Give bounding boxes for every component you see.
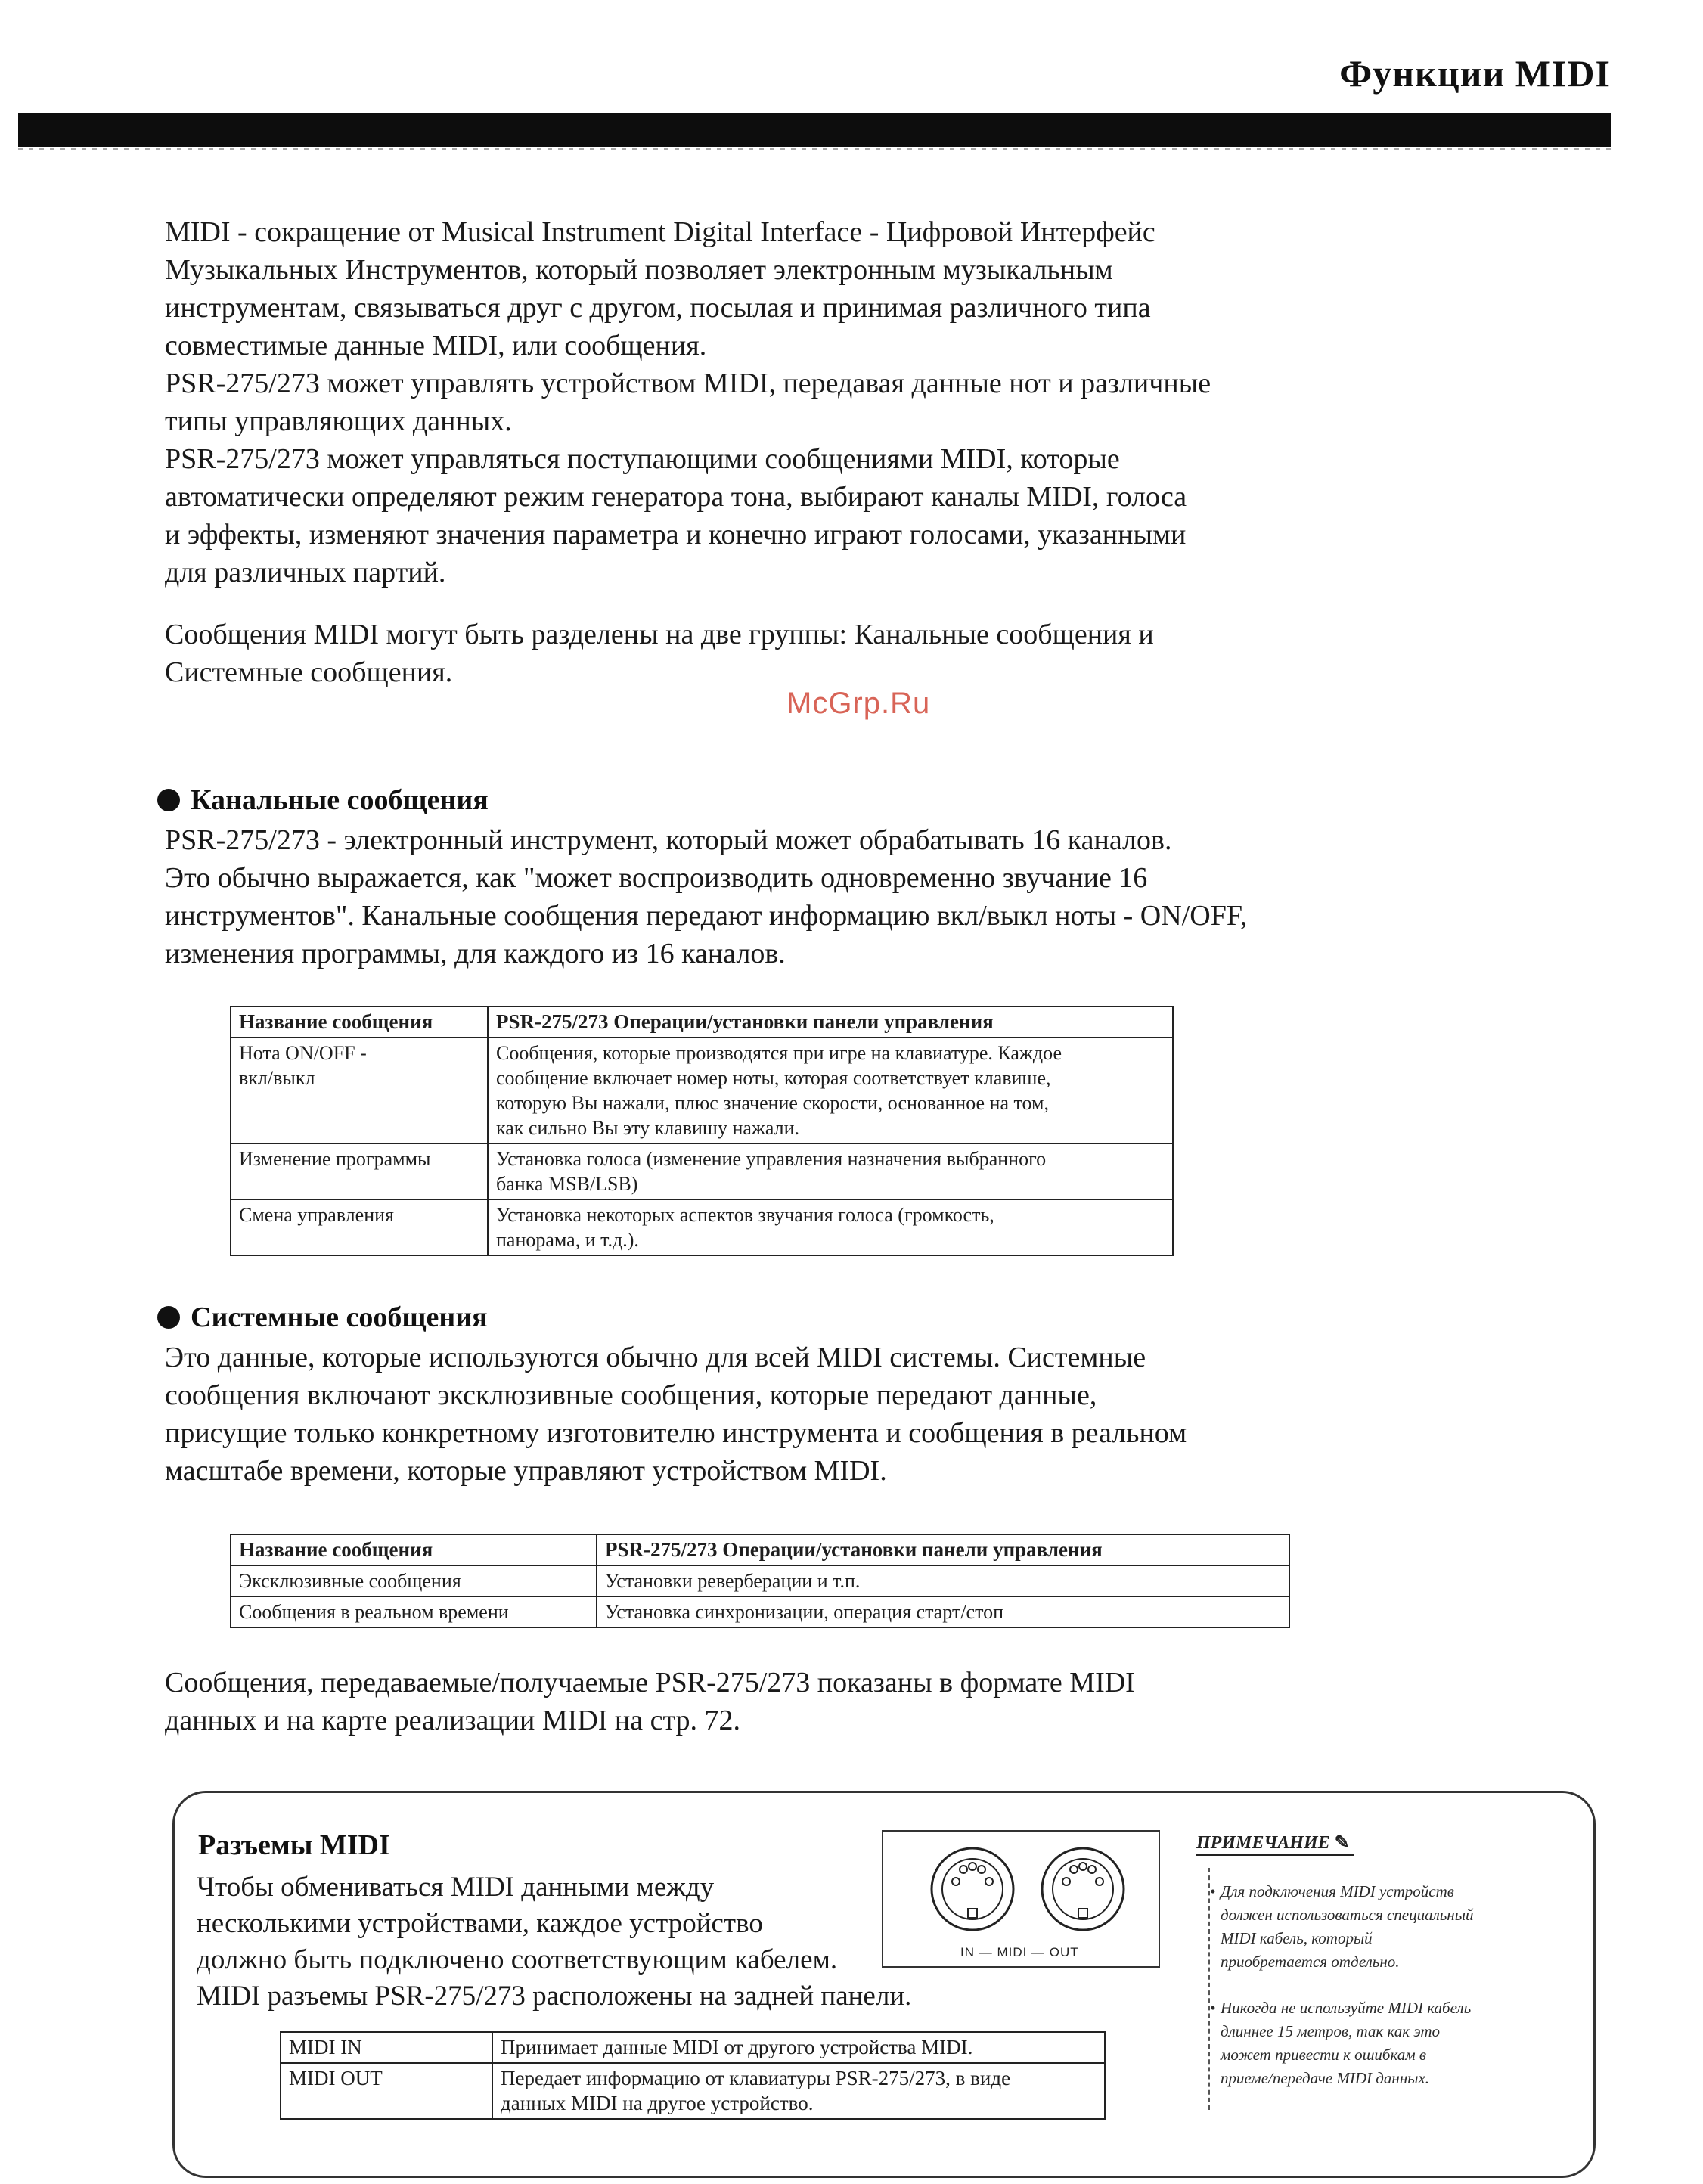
text-line: PSR-275/273 - электронный инструмент, который может обрабатывать 16 каналов. xyxy=(165,824,1172,856)
midi-connectors-title: Разъемы MIDI xyxy=(198,1829,390,1861)
text-line: Музыкальных Инструментов, который позволяет электронным музыкальным xyxy=(165,254,1113,286)
message-name: Смена управления xyxy=(231,1199,488,1255)
text-line: PSR-275/273 может управлять устройством MIDI, передавая данные нот и различные xyxy=(165,368,1211,399)
bullet-icon: • xyxy=(1210,1882,1216,1900)
text-line: MIDI разъемы PSR-275/273 расположены на задней панели. xyxy=(197,1981,912,2012)
text-line: масштабе времени, которые управляют устройством MIDI. xyxy=(165,1455,887,1487)
table-header: Название сообщения xyxy=(231,1007,488,1038)
system-messages-table xyxy=(230,1534,1290,1628)
note-heading: ПРИМЕЧАНИЕ ✎ xyxy=(1196,1832,1354,1856)
table-header: Название сообщения xyxy=(231,1534,597,1565)
bullet-icon: • xyxy=(1210,1999,1216,2017)
text-line: PSR-275/273 может управляться поступающими сообщениями MIDI, которые xyxy=(165,443,1120,475)
text-line: для различных партий. xyxy=(165,557,446,588)
table-header-row xyxy=(231,1534,1289,1565)
header-bar-shadow xyxy=(18,148,1611,150)
message-description: Сообщения, которые производятся при игре на клавиатуре. Каждое сообщение включает номер ноты, которая соответствует клавише, которую Вы нажали, плюс значение скорости, основанное на том, как сильно Вы эту клавишу нажали. xyxy=(488,1038,1173,1143)
system-messages-heading xyxy=(157,1301,488,1334)
text-line: автоматически определяют режим генератора тона, выбирают каналы MIDI, голоса xyxy=(165,481,1187,513)
text-line: должно быть подключено соответствующим кабелем. xyxy=(197,1944,838,1975)
watermark: McGrp.Ru xyxy=(786,687,931,720)
pencil-icon: ✎ xyxy=(1334,1833,1350,1853)
port-description: Передает информацию от клавиатуры PSR-275/273, в виде данных MIDI на другое устройство. xyxy=(492,2063,1105,2119)
port-name: MIDI OUT xyxy=(281,2063,492,2119)
note-divider xyxy=(1208,1868,1211,2110)
midi-connector-label: IN — MIDI — OUT xyxy=(960,1945,1079,1959)
text-line: несколькими устройствами, каждое устройство xyxy=(197,1908,763,1939)
midi-connectors-paragraph xyxy=(197,1869,998,2015)
table-row xyxy=(231,1038,1173,1143)
table-row xyxy=(281,2032,1105,2063)
text-line: данных и на карте реализации MIDI на стр. 72. xyxy=(165,1705,741,1736)
heading-text: Канальные сообщения xyxy=(191,784,489,816)
text-line: Чтобы обмениваться MIDI данными между xyxy=(197,1872,715,1903)
text-line: изменения программы, для каждого из 16 каналов. xyxy=(165,938,786,969)
message-name: Эксклюзивные сообщения xyxy=(231,1565,597,1596)
table-header: PSR-275/273 Операции/установки панели управления xyxy=(488,1007,1173,1038)
port-description: Принимает данные MIDI от другого устройства MIDI. xyxy=(492,2032,1105,2063)
message-description: Установка некоторых аспектов звучания голоса (громкость, панорама, и т.д.). xyxy=(488,1199,1173,1255)
midi-ports-table xyxy=(280,2031,1106,2120)
text-line: типы управляющих данных. xyxy=(165,405,512,437)
channel-messages-heading xyxy=(157,783,489,817)
note-item: • Для подключения MIDI устройств должен использоваться специальный MIDI кабель, который приобретается отдельно. xyxy=(1221,1880,1584,1974)
text-line: MIDI - сокращение от Musical Instrument Digital Interface - Цифровой Интерфейс xyxy=(165,216,1155,248)
port-name: MIDI IN xyxy=(281,2032,492,2063)
message-name: Сообщения в реальном времени xyxy=(231,1596,597,1627)
heading-text: Системные сообщения xyxy=(191,1301,488,1333)
text-line: Системные сообщения. xyxy=(165,656,453,688)
channel-messages-table xyxy=(230,1006,1174,1256)
table-row xyxy=(231,1199,1173,1255)
message-name: Нота ON/OFF - вкл/выкл xyxy=(231,1038,488,1143)
note-item: • Никогда не используйте MIDI кабель длиннее 15 метров, так как это может привести к ошибкам в приеме/передаче MIDI данных. xyxy=(1221,1996,1584,2090)
reference-paragraph xyxy=(165,1664,1405,1739)
channel-paragraph xyxy=(165,821,1405,973)
system-paragraph xyxy=(165,1339,1405,1490)
intro-paragraph xyxy=(165,213,1405,591)
text-line: Сообщения, передаваемые/получаемые PSR-275/273 показаны в формате MIDI xyxy=(165,1667,1135,1698)
message-description: Установки реверберации и т.п. xyxy=(597,1565,1289,1596)
text-line: инструментам, связываться друг с другом, посылая и принимая различного типа xyxy=(165,292,1151,324)
text-line: Это обычно выражается, как "может воспроизводить одновременно звучание 16 xyxy=(165,862,1148,894)
page-title: Функции MIDI xyxy=(1339,52,1611,95)
midi-in-socket-icon xyxy=(932,1848,1013,1930)
groups-paragraph xyxy=(165,616,1405,691)
table-row xyxy=(281,2063,1105,2119)
text-line: и эффекты, изменяют значения параметра и конечно играют голосами, указанными xyxy=(165,519,1187,551)
message-name: Изменение программы xyxy=(231,1143,488,1199)
bullet-icon xyxy=(157,1306,180,1329)
table-header: PSR-275/273 Операции/установки панели управления xyxy=(597,1534,1289,1565)
table-row xyxy=(231,1143,1173,1199)
text-line: Сообщения MIDI могут быть разделены на две группы: Канальные сообщения и xyxy=(165,619,1154,650)
message-description: Установка голоса (изменение управления назначения выбранного банка MSB/LSB) xyxy=(488,1143,1173,1199)
text-line: присущие только конкретному изготовителю инструмента и сообщения в реальном xyxy=(165,1417,1187,1449)
bullet-icon xyxy=(157,789,180,811)
table-header-row xyxy=(231,1007,1173,1038)
message-description: Установка синхронизации, операция старт/стоп xyxy=(597,1596,1289,1627)
table-row xyxy=(231,1596,1289,1627)
text-line: инструментов". Канальные сообщения передают информацию вкл/выкл ноты - ON/OFF, xyxy=(165,900,1248,932)
table-row xyxy=(231,1565,1289,1596)
midi-out-socket-icon xyxy=(1042,1848,1124,1930)
text-line: Это данные, которые используются обычно для всей MIDI системы. Системные xyxy=(165,1342,1146,1373)
text-line: совместимые данные MIDI, или сообщения. xyxy=(165,330,707,361)
header-bar xyxy=(18,113,1611,147)
text-line: сообщения включают эксклюзивные сообщения, которые передают данные, xyxy=(165,1379,1097,1411)
